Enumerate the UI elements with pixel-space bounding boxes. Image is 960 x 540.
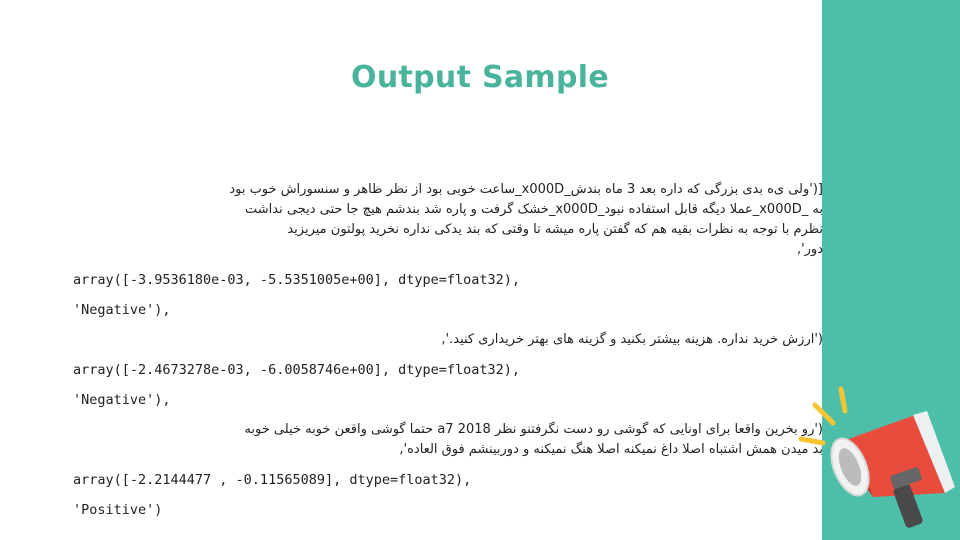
sentiment-label-1: 'Negative'), xyxy=(73,302,171,318)
review-line: بد میدن همش اشتباه اصلا داغ نمیکنه اصلا هنگ نمیکنه و دوربینشم فوق العاده', xyxy=(399,442,823,457)
slide-title: Output Sample xyxy=(351,60,609,95)
sentiment-label-3: 'Positive') xyxy=(73,502,163,518)
review-text-2 xyxy=(73,330,823,350)
review-line: دور', xyxy=(796,242,823,257)
score-array-1: array([-3.9536180e-03, -5.5351005e+00], dtype=float32), xyxy=(73,272,521,288)
review-text-1 xyxy=(73,180,823,260)
sentiment-label-2: 'Negative'), xyxy=(73,392,171,408)
review-text-3 xyxy=(73,420,823,460)
review-line: ('ارزش خرید نداره. هزینه بیشتر بکنید و گزینه های بهتر خریداری کنید.', xyxy=(441,332,823,347)
output-code-block xyxy=(73,180,823,520)
review-line: ('رو بخرین واقعا برای اونایی که گوشی رو دست نگرفتنو نظر 2018 a7 حتما گوشی واقعن خوبه خیلی خوبه xyxy=(244,422,823,437)
score-array-3: array([-2.2144477 , -0.11565089], dtype=float32), xyxy=(73,472,472,488)
megaphone-icon xyxy=(795,375,960,540)
review-line: به _x000D_عملا دیگه قابل استفاده نبود_x000D_خشک گرفت و پاره شد بندشم هیچ جا حتی دیجی نداشت xyxy=(245,202,823,217)
review-line: [('ولی ی‌ه بدی بزرگی که داره بعد 3 ماه بندش_x000D_ساعت خوبی بود از نظر ظاهر و سنسوراش خوب بود xyxy=(229,182,823,197)
review-line: نظرم با توجه به نظرات بقیه هم که گفتن پاره میشه تا وقتی که بند یدکی نداره نخرید پولتون میریزید xyxy=(287,222,823,237)
score-array-2: array([-2.4673278e-03, -6.0058746e+00], dtype=float32), xyxy=(73,362,521,378)
